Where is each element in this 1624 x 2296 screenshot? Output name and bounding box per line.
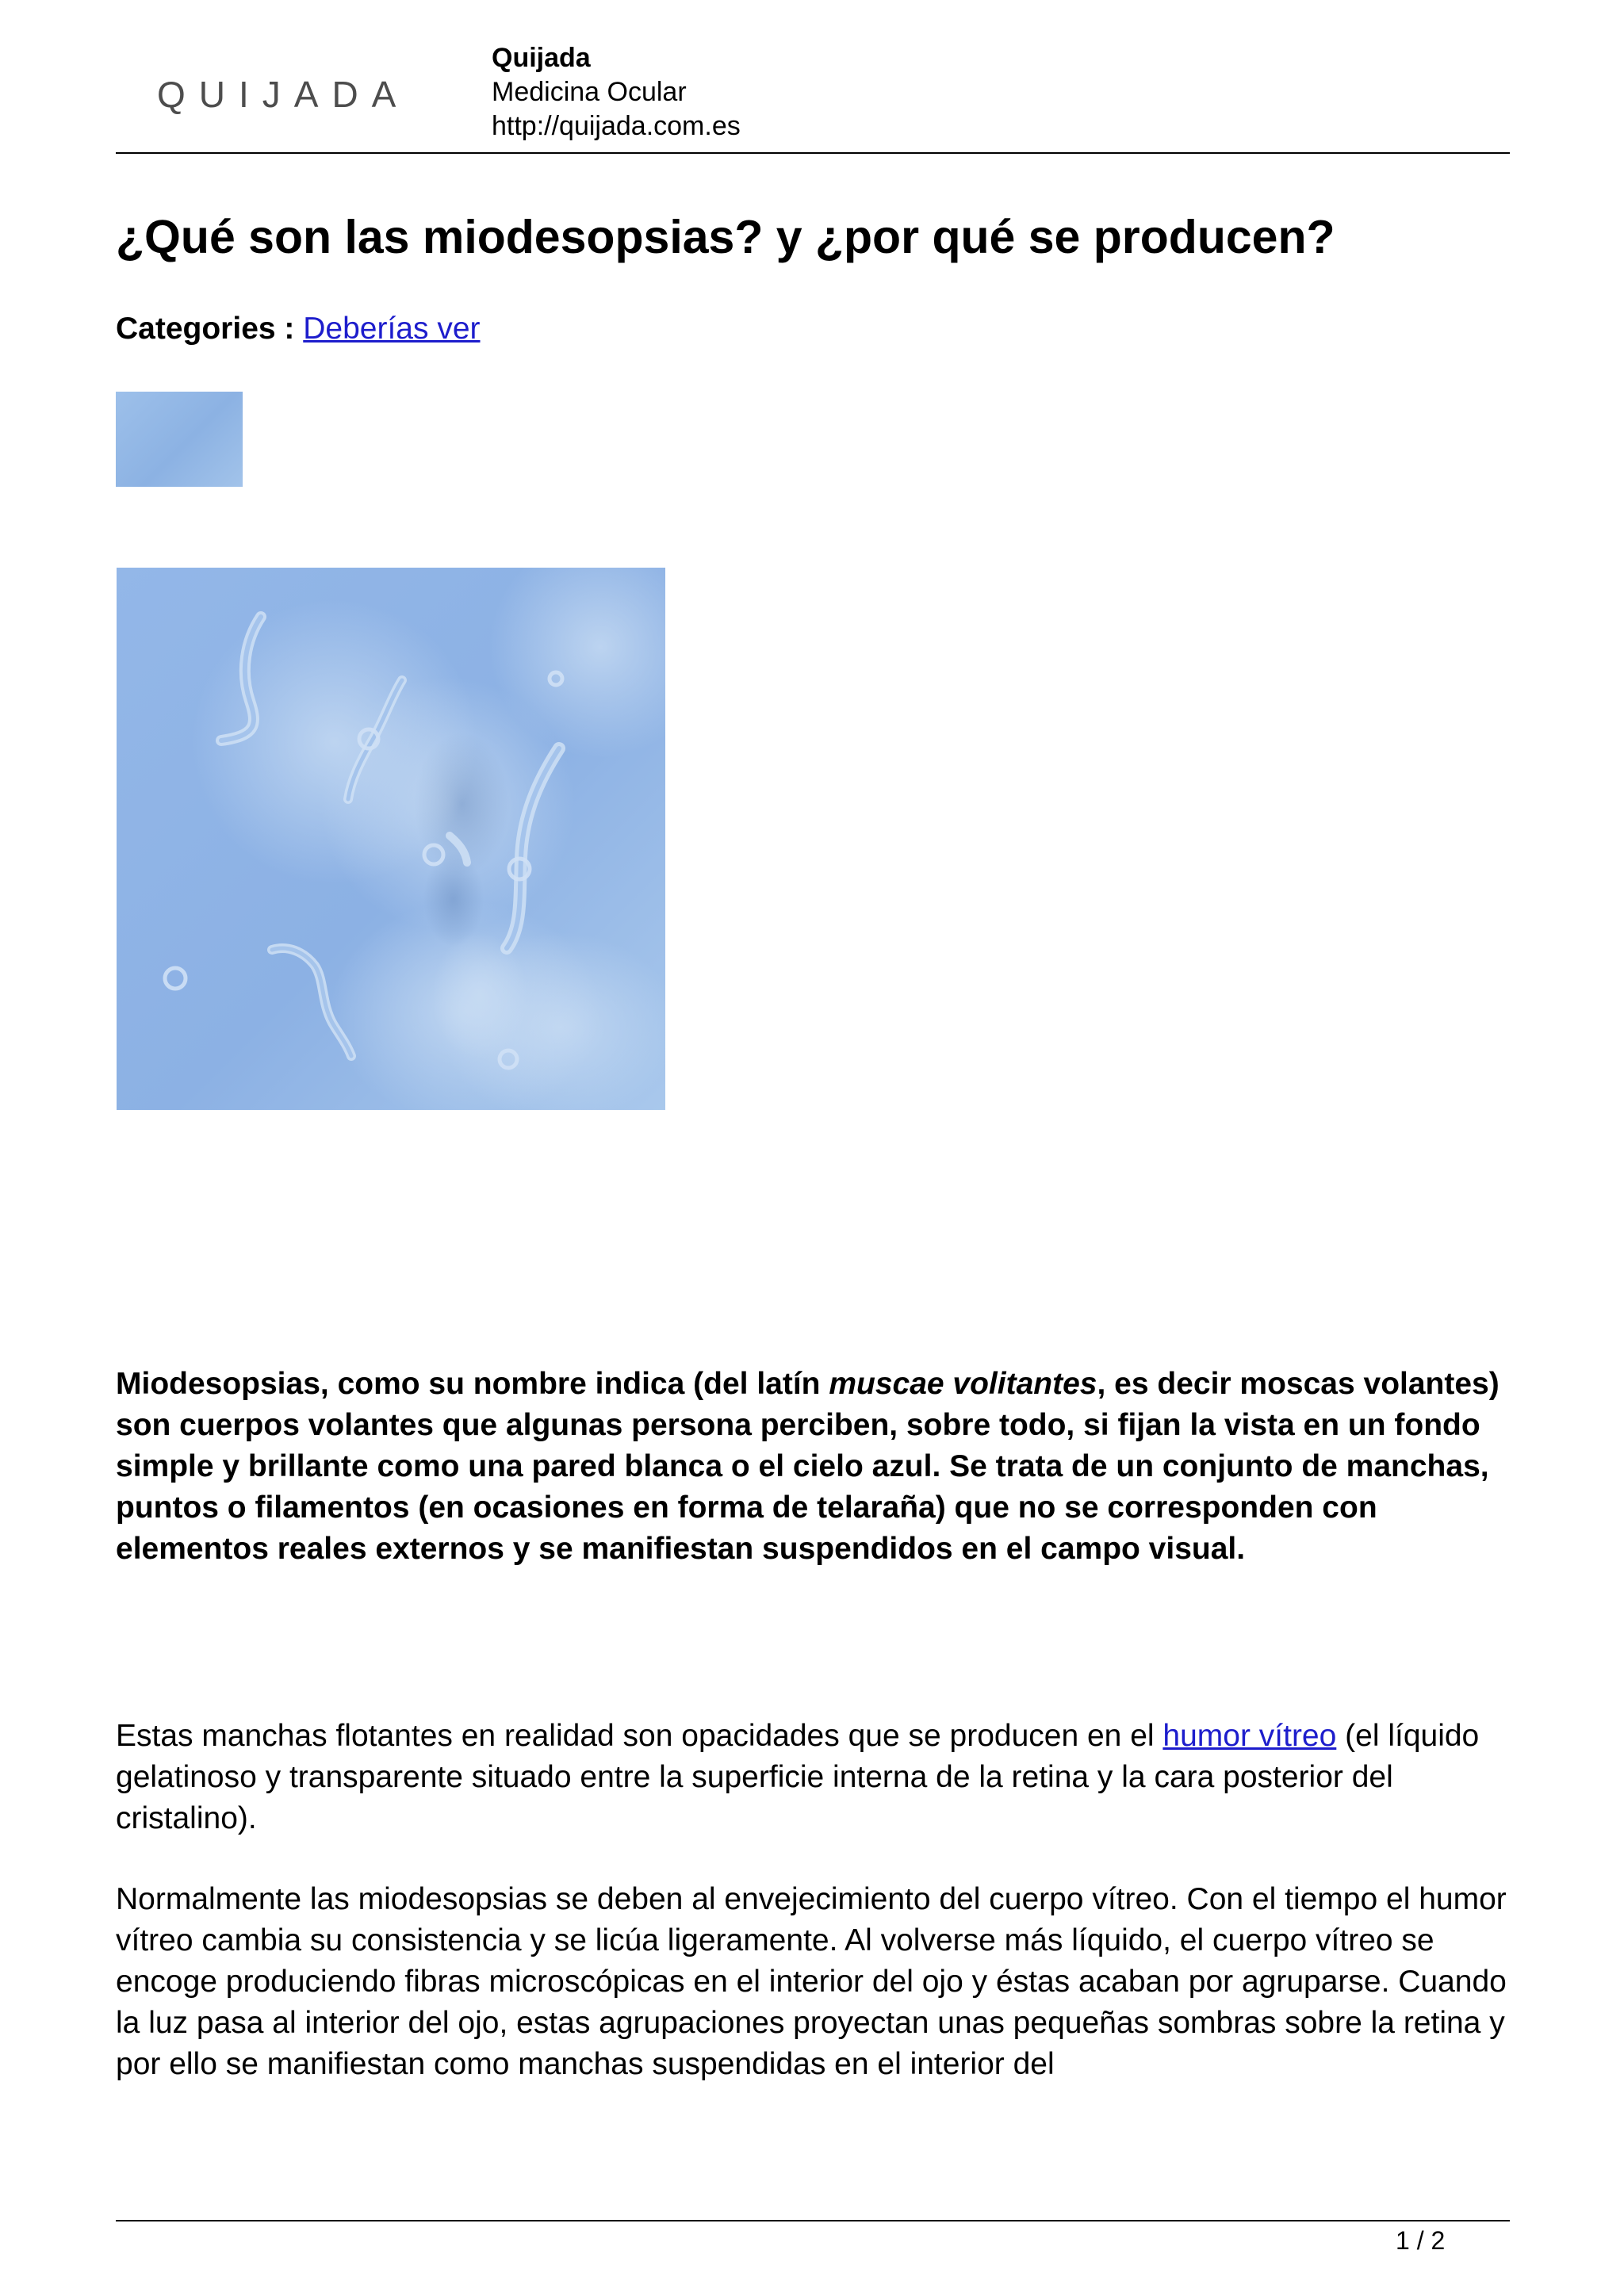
site-logo[interactable]: QUIJADA [157,74,410,115]
category-link[interactable]: Deberías ver [303,312,481,346]
paragraph-text-start: Estas manchas flotantes en realidad son opacidades que se producen en el [116,1719,1163,1753]
site-name: Quijada [492,43,591,73]
intro-paragraph [116,1364,1511,1570]
paragraph-text-end: (el líquido gelatinoso y transparente situado entre la superficie interna de la retina y la cara posterior del cristalino). [116,1719,1480,1835]
intro-text-start: Miodesopsias, como su nombre indica (del latín [116,1367,829,1401]
footer-divider [116,2220,1510,2221]
floaters-illustration [117,568,665,1110]
paragraph-aging: Normalmente las miodesopsias se deben al envejecimiento del cuerpo vítreo. Con el tiempo el humor vítreo cambia su consistencia y se licúa ligeramente. Al volverse más líquido, el cuerpo vítreo se encoge produciendo fibras microscópicas en el interior del ojo y éstas acaban por agruparse. Cuando la luz pasa al interior del ojo, estas agrupaciones proyectan unas pequeñas sombras sobre la retina y por ello se manifiestan como manchas suspendidas en el interior del [116,1882,1507,2081]
page-number: 1 / 2 [1396,2226,1446,2255]
intro-text-end: , es decir moscas volantes) son cuerpos volantes que algunas persona perciben, sobre todo, si fijan la vista en un fondo simple y brillante como una pared blanca o el cielo azul. Se trata de un conjunto de manchas, puntos o filamentos (en ocasiones en forma de telaraña) que no se corresponden con elementos reales externos y se manifiestan suspendidos en el campo visual. [116,1367,1500,1566]
header-divider [116,152,1510,154]
intro-latin-term: muscae volitantes [829,1367,1097,1401]
categories [116,312,481,346]
site-tagline: Medicina Ocular [492,77,687,107]
site-info [492,41,741,144]
thumbnail-image [116,392,243,487]
paragraph-humor-vitreo [116,1716,1511,1839]
categories-label: Categories : [116,312,295,346]
page-title: ¿Qué son las miodesopsias? y ¿por qué se producen? [116,211,1335,263]
site-url[interactable]: http://quijada.com.es [492,111,741,141]
humor-vitreo-link[interactable]: humor vítreo [1162,1719,1337,1753]
